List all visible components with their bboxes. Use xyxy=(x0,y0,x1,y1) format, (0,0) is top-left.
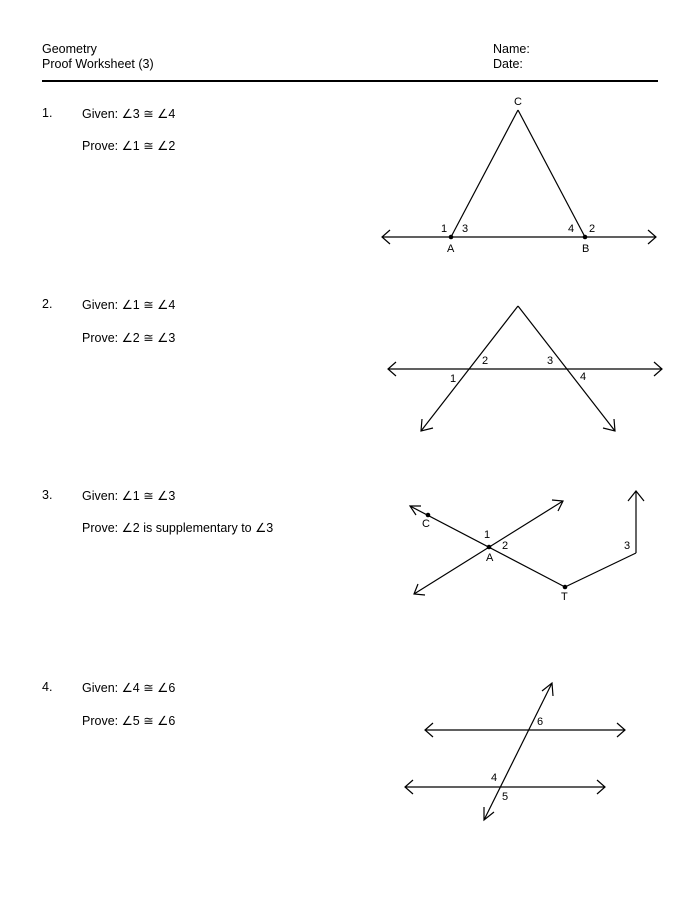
problem-1-number: 1. xyxy=(42,106,53,120)
angle-1-label: 1 xyxy=(484,529,491,541)
problem-2-prove: Prove: ∠2 ≅ ∠3 xyxy=(82,331,176,345)
angle-3-label: 3 xyxy=(462,223,469,235)
header-divider xyxy=(42,80,658,82)
angle-4-label: 4 xyxy=(491,772,498,784)
angle-4-label: 4 xyxy=(580,371,587,383)
angle-3-label: 3 xyxy=(624,540,631,552)
angle-4-label: 4 xyxy=(568,223,575,235)
problem-3-number: 3. xyxy=(42,488,53,502)
angle-1-label: 1 xyxy=(441,223,448,235)
label-T: T xyxy=(561,591,568,603)
worksheet-title: Proof Worksheet (3) xyxy=(42,57,154,71)
problem-1-figure xyxy=(370,90,670,265)
name-label: Name: xyxy=(493,42,530,56)
problem-4-given: Given: ∠4 ≅ ∠6 xyxy=(82,681,176,695)
label-C: C xyxy=(514,96,522,108)
transversal xyxy=(484,683,552,820)
segment-T-to-bend xyxy=(565,553,636,587)
angle-3-label: 3 xyxy=(547,355,554,367)
label-A: A xyxy=(486,552,494,564)
angle-1-label: 1 xyxy=(450,373,457,385)
point-A xyxy=(449,235,454,240)
label-B: B xyxy=(582,243,590,255)
problem-2-number: 2. xyxy=(42,297,53,311)
problem-4-figure xyxy=(395,675,640,825)
angle-6-label: 6 xyxy=(537,716,544,728)
problem-1-prove: Prove: ∠1 ≅ ∠2 xyxy=(82,139,176,153)
angle-2-label: 2 xyxy=(589,223,596,235)
segment-AC xyxy=(451,110,518,237)
problem-3-given: Given: ∠1 ≅ ∠3 xyxy=(82,489,176,503)
point-T xyxy=(563,585,568,590)
point-B xyxy=(583,235,588,240)
problem-4-prove: Prove: ∠5 ≅ ∠6 xyxy=(82,714,176,728)
problem-3-figure xyxy=(400,485,660,610)
problem-2-figure xyxy=(380,298,670,443)
problem-4-number: 4. xyxy=(42,680,53,694)
label-C: C xyxy=(422,518,430,530)
point-A xyxy=(487,545,492,550)
angle-2-label: 2 xyxy=(482,355,489,367)
problem-1-given: Given: ∠3 ≅ ∠4 xyxy=(82,107,176,121)
course-title: Geometry xyxy=(42,42,97,56)
angle-5-label: 5 xyxy=(502,791,509,803)
point-C xyxy=(426,513,431,518)
segment-CB xyxy=(518,110,585,237)
angle-2-label: 2 xyxy=(502,540,509,552)
problem-3-prove: Prove: ∠2 is supplementary to ∠3 xyxy=(82,521,274,535)
label-A: A xyxy=(447,243,455,255)
problem-2-given: Given: ∠1 ≅ ∠4 xyxy=(82,298,176,312)
date-label: Date: xyxy=(493,57,523,71)
